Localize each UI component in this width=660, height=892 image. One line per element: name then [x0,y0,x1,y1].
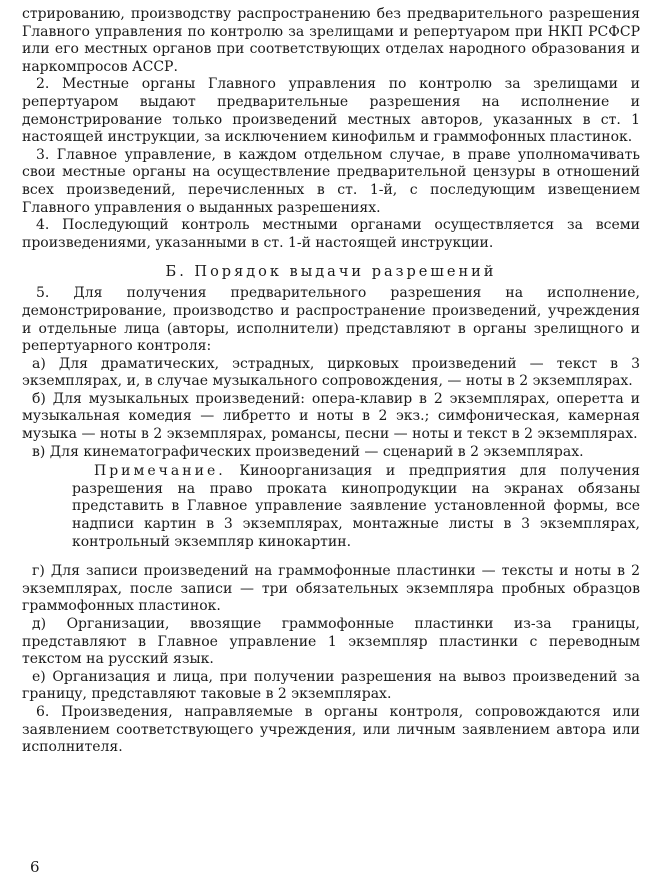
note-block [72,463,640,551]
paragraph-3: 3. Главное управление, в каждом отдельном случае, в праве уполномачивать свои местные органы на осуществление предварительной цензуры в отношений всех произведений, перечисленных в ст. 1-й, с последующим извещением Главного управления о выданных разрешениях. [22,146,640,216]
page-number: 6 [30,858,40,876]
items-continued [22,563,640,757]
text-block-section [22,285,640,756]
item-e: е) Организация и лица, при получении разрешения на вывоз произведений за границу, представляют таковые в 2 экземплярах. [22,668,640,703]
item-g: г) Для записи произведений на граммофонные пластинки — тексты и ноты в 2 экземплярах, после записи — три обязательных экземпляра пробных образцов граммофонных пластинок. [22,563,640,615]
paragraph-4: 4. Последующий контроль местными органами осуществляется за всеми произведениями, указанными в ст. 1-й настоящей инструкции. [22,217,640,251]
paragraph-2: 2. Местные органы Главного управления по контролю за зрелищами и репертуаром выдают предварительные разрешения на исполнение и демонстрирование только произведений местных авторов, указанных в ст. 1 настоящей инструкции, за исключением кинофильм и граммофонных пластинок. [22,76,640,146]
paragraph-5: 5. Для получения предварительного разрешения на исполнение, демонстрирование, производство и распространение произведений, учреждения и отдельные лица (авторы, исполнители) представляют в органы зрелищного и репертуарного контроля: [22,285,640,355]
item-d: д) Организации, ввозящие граммофонные пластинки из-за границы, представляют в Главное управление 1 экземпляр пластинки с переводным текстом на русский язык. [22,616,640,668]
text-block-top [22,6,640,252]
paragraph-6: 6. Произведения, направляемые в органы контроля, сопровождаются или заявлением соответствующего учреждения, или личным заявлением автора или исполнителя. [22,703,640,756]
section-heading: Б. Порядок выдачи разрешений [165,264,497,281]
note-text: Киноорганизация и предприятия для получения разрешения на право проката кинопродукции на экранах обязаны представить в Главное управление заявление установленной формы, все надписи картин в 3 экземплярах, монтажные листы в 3 экземплярах, контрольный экземпляр кинокартин. [72,463,640,550]
paragraph-continuation: стрированию, производству распространению без предварительного разрешения Главного управления по контролю за зрелищами и репертуаром при НКП РСФСР или его местных органов при соответствующих отделах народного образования и наркомпросов АССР. [22,6,640,75]
item-a: а) Для драматических, эстрадных, цирковых произведений — текст в 3 экземплярах, и, в случае музыкального сопровождения, — ноты в 2 экземплярах. [22,355,640,390]
note-paragraph [72,463,640,551]
note-label: Примечание. [94,463,226,480]
item-b: б) Для музыкальных произведений: опера-клавир в 2 экземплярах, оперетта и музыкальная комедия — либретто и ноты в 2 экз.; симфоническая, камерная музыка — ноты в 2 экземплярах, романсы, песни — ноты и текст в 2 экземплярах. [22,390,640,443]
item-v: в) Для кинематографических произведений — сценарий в 2 экземплярах. [32,443,584,460]
